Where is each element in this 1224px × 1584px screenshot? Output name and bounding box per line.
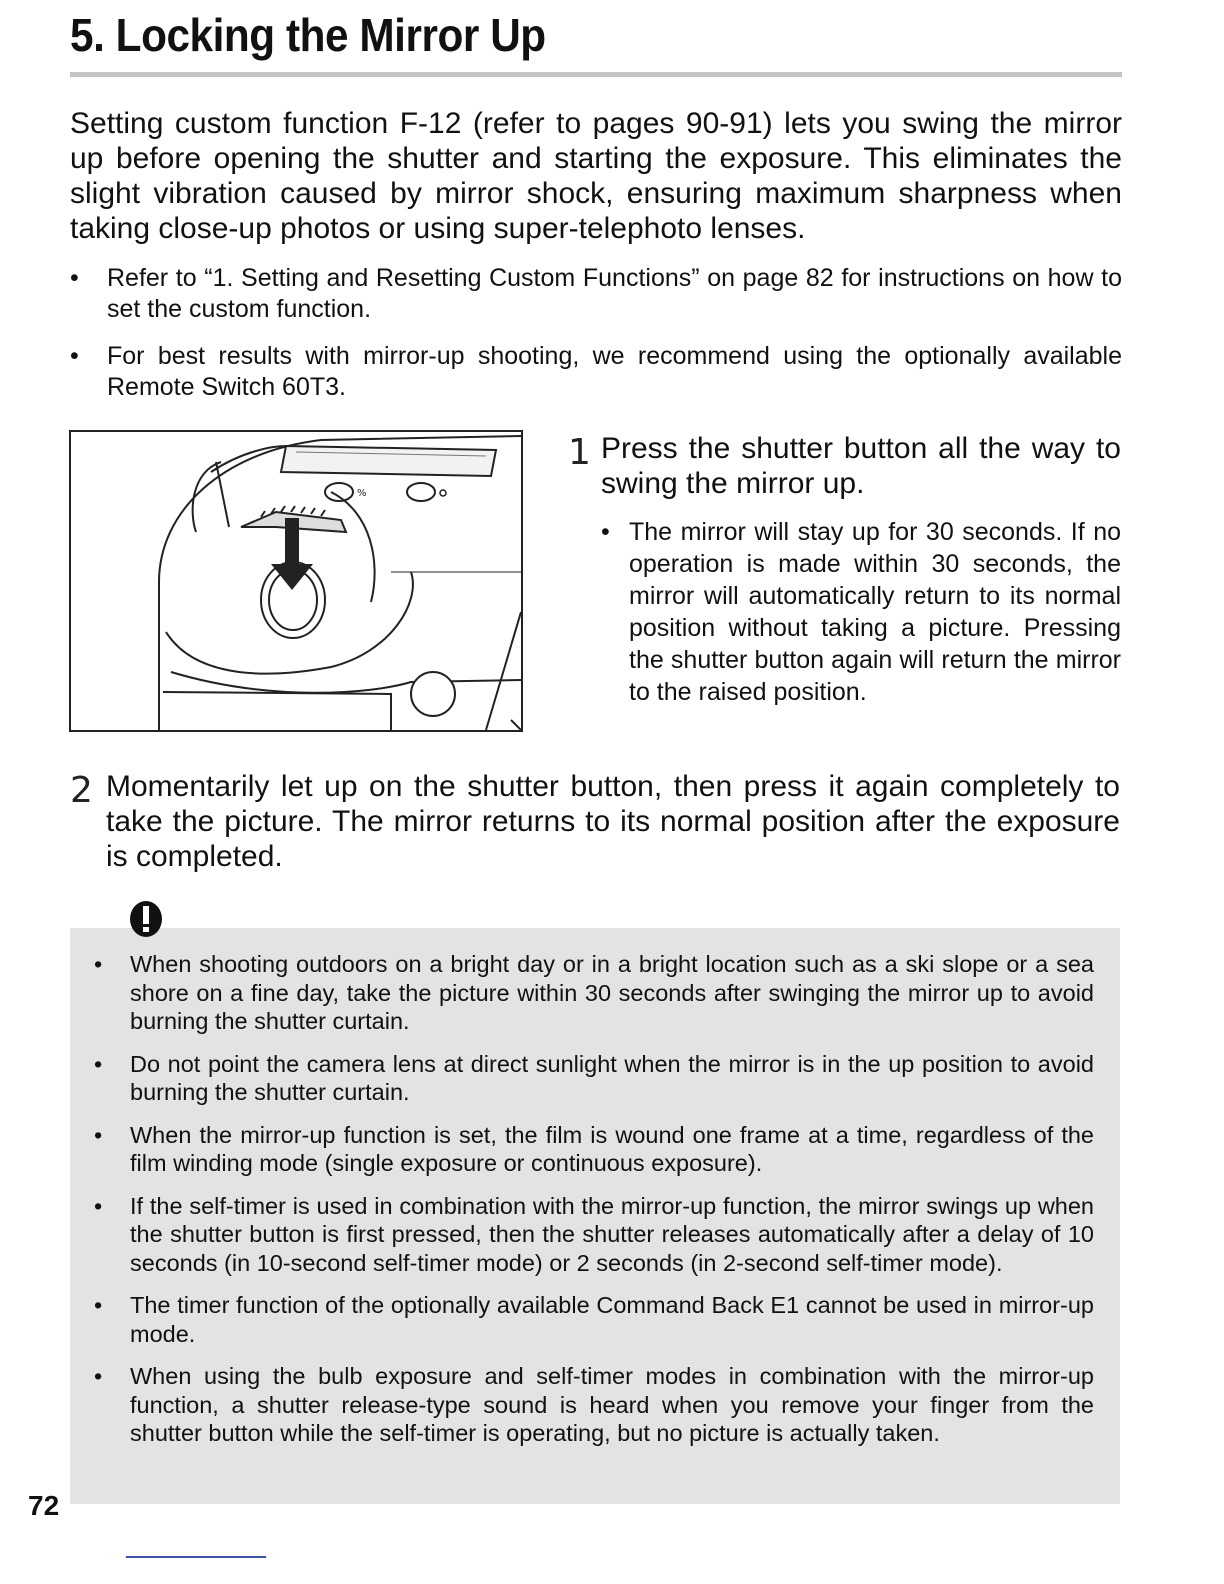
bullet-icon: • xyxy=(94,1050,103,1077)
step-1-bullet-list xyxy=(601,516,1121,708)
list-item-text: When the mirror-up function is set, the film is wound one frame at a time, regardless of the film winding mode (single exposure or continuous exposure). xyxy=(130,1121,1094,1176)
camera-shutter-press-illustration xyxy=(69,430,523,732)
list-item xyxy=(94,1121,1094,1178)
bullet-icon: • xyxy=(94,1363,103,1389)
list-item-text: The mirror will stay up for 30 seconds. If no operation is made within 30 seconds, the mirror will automatically return to its normal position without taking a picture. Pressing the shutter button again will return the mirror to the raised position. xyxy=(629,518,1121,706)
list-item-text: When shooting outdoors on a bright day or in a bright location such as a ski slope or a sea shore on a fine day, take the picture within 30 seconds after swinging the mirror up to avoid burning the shutter curtain. xyxy=(130,951,1094,1034)
bullet-icon: • xyxy=(601,518,610,546)
list-item xyxy=(70,341,1122,403)
step-2-number: 2 xyxy=(70,770,93,811)
bullet-icon: • xyxy=(70,342,79,370)
list-item xyxy=(601,516,1121,708)
step-1-number: 1 xyxy=(568,432,591,473)
list-item-text: When using the bulb exposure and self-timer modes in combination with the mirror-up function, a shutter release-type sound is heard when you remove your finger from the shutter button while the self-timer is operating, but no picture is actually taken. xyxy=(130,1363,1094,1446)
list-item xyxy=(94,1291,1094,1348)
bullet-icon: • xyxy=(94,951,103,977)
step-2-text: Momentarily let up on the shutter button, then press it again completely to take the picture. The mirror returns to its normal position after the exposure is completed. xyxy=(106,770,1120,873)
bullet-icon: • xyxy=(70,264,79,292)
step-1-text: Press the shutter button all the way to swing the mirror up. xyxy=(601,432,1121,500)
camera-illustration-icon xyxy=(71,432,521,730)
list-item-text: For best results with mirror-up shooting, we recommend using the optionally available Remote Switch 60T3. xyxy=(107,342,1122,401)
list-item-text: Refer to “1. Setting and Resetting Custom Functions” on page 82 for instructions on how to set the custom function. xyxy=(107,264,1122,323)
list-item xyxy=(94,1362,1094,1448)
list-item-text: If the self-timer is used in combination with the mirror-up function, the mirror swings up when the shutter button is first pressed, then the shutter releases automatically after a delay of 10 seconds (in 10-second self-timer mode) or 2 seconds (in 2-second self-timer mode). xyxy=(130,1192,1094,1276)
caution-icon xyxy=(128,898,164,938)
list-item-text: The timer function of the optionally available Command Back E1 cannot be used in mirror-up mode. xyxy=(130,1292,1094,1347)
page-number: 72 xyxy=(28,1490,60,1521)
page-title: 5. Locking the Mirror Up xyxy=(70,9,546,61)
caution-bullet-list xyxy=(94,950,1094,1462)
bullet-icon: • xyxy=(94,1121,103,1148)
list-item xyxy=(94,1050,1094,1107)
intro-paragraph: Setting custom function F-12 (refer to pages 90-91) lets you swing the mirror up before opening the shutter and starting the exposure. This eliminates the slight vibration caused by mirror shock, ensuring maximum sharpness when taking close-up photos or using super-telephoto lenses. xyxy=(70,107,1122,245)
svg-text:%: % xyxy=(357,488,367,499)
bullet-icon: • xyxy=(94,1192,103,1219)
list-item xyxy=(70,263,1122,325)
list-item-text: Do not point the camera lens at direct sunlight when the mirror is in the up position to avoid burning the shutter curtain. xyxy=(130,1050,1094,1105)
footer-divider xyxy=(126,1556,266,1558)
list-item xyxy=(94,1192,1094,1278)
intro-bullet-list xyxy=(70,263,1122,419)
bullet-icon: • xyxy=(94,1292,103,1318)
list-item xyxy=(94,950,1094,1036)
title-divider xyxy=(70,72,1122,77)
